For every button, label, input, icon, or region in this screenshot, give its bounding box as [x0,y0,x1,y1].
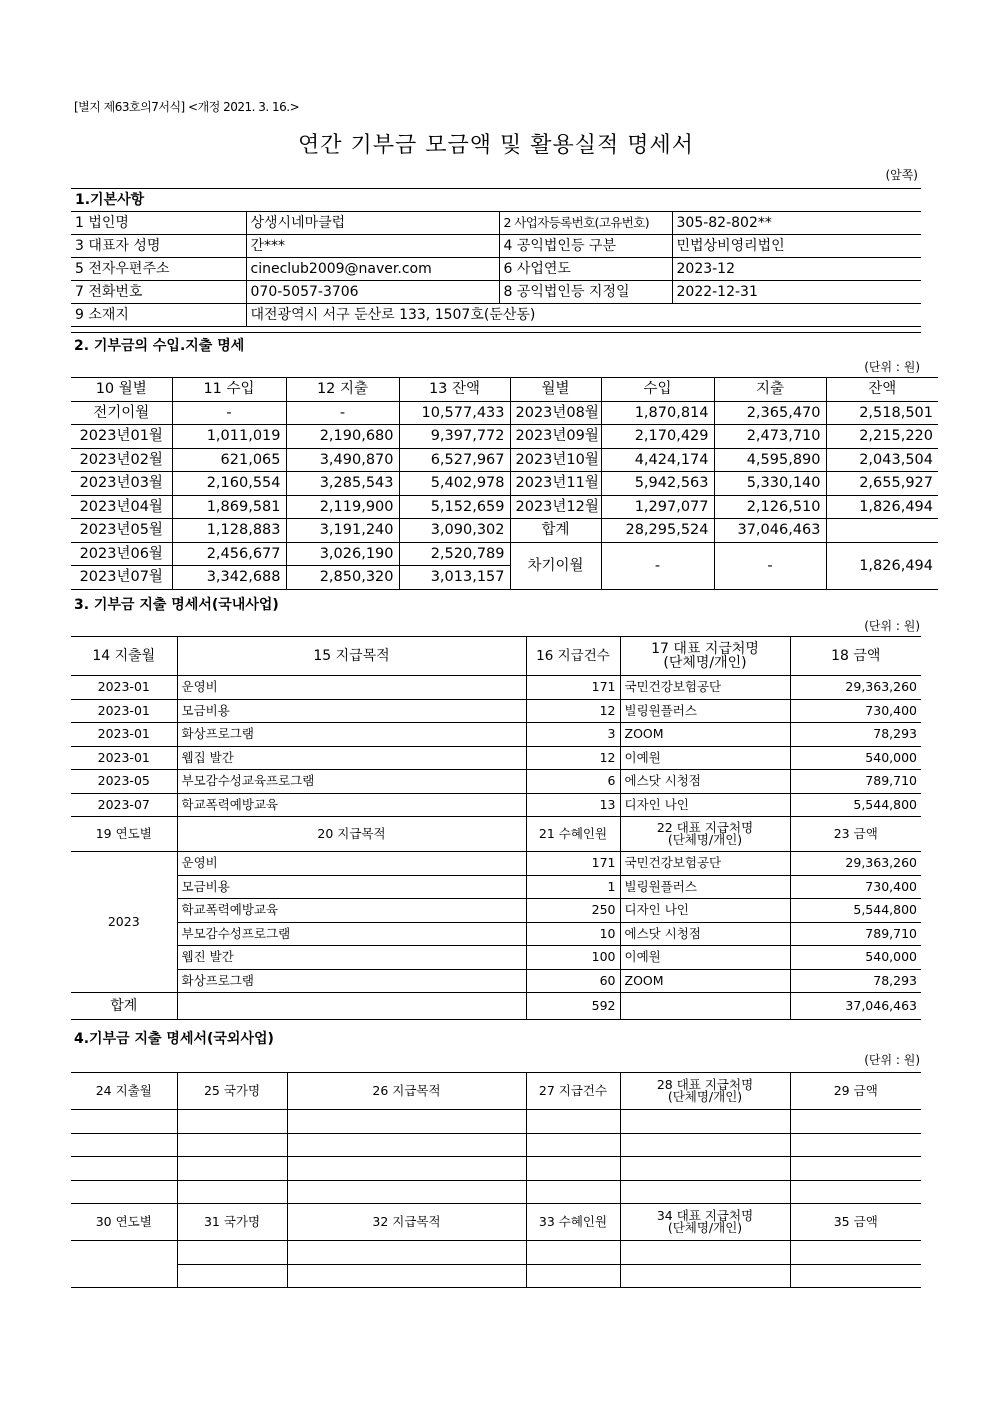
expense-cell: - [286,401,399,425]
count-cell: 3 [526,723,620,747]
domestic-expense-table [71,636,921,1020]
expense-cell: 3,191,240 [286,519,399,543]
beneficiaries-cell: 10 [526,922,620,946]
table-row [71,495,938,519]
balance-cell: 6,527,967 [399,448,510,472]
header-purpose: 15 지급목적 [177,637,526,676]
month-cell: 2023년09월 [510,425,601,449]
section-2-title: 2. 기부금의 수입.지출 명세 [74,338,245,354]
amount-cell: 29,363,260 [790,852,921,876]
section-1-title: 1.기본사항 [71,189,921,212]
table-row [71,1180,921,1204]
total-expense: 37,046,463 [714,519,826,543]
amount-cell: 5,544,800 [790,793,921,817]
value-address: 대전광역시 서구 둔산로 133, 1507호(둔산동) [246,304,921,327]
beneficiaries-cell: 60 [526,969,620,993]
divider [71,332,921,333]
table-row [71,946,921,970]
count-cell: 12 [526,746,620,770]
month-cell: 2023-05 [71,770,177,794]
total-row [71,993,921,1020]
header-payee-line2: (단체명/개인) [667,1089,743,1104]
balance-cell: 1,826,494 [826,495,938,519]
payee-cell: ZOOM [620,723,790,747]
header-payee-line2: (단체명/개인) [663,655,747,671]
purpose-cell: 학교폭력예방교육 [177,793,526,817]
income-cell: 1,869,581 [172,495,286,519]
total-beneficiaries: 592 [526,993,620,1020]
info-row [71,258,921,281]
income-cell: 1,870,814 [601,401,714,425]
amount-cell: 730,400 [790,699,921,723]
amount-cell: 730,400 [790,875,921,899]
header-row [71,637,921,676]
total-income: 28,295,524 [601,519,714,543]
header-count: 27 지급건수 [526,1073,620,1110]
amount-cell: 789,710 [790,770,921,794]
header-expense: 12 지출 [286,378,399,402]
purpose-cell: 웹집 발간 [177,746,526,770]
month-cell: 2023-01 [71,746,177,770]
balance-cell: 3,090,302 [399,519,510,543]
table-row [71,922,921,946]
total-label: 합계 [71,993,177,1020]
table-row [71,770,921,794]
expense-cell: 2,126,510 [714,495,826,519]
expense-cell: 3,026,190 [286,542,399,566]
month-cell: 2023년01월 [71,425,172,449]
purpose-cell: 화상프로그램 [177,723,526,747]
income-cell: - [172,401,286,425]
header-year: 30 연도별 [71,1204,177,1241]
header-yearly-amount: 35 금액 [790,1204,921,1241]
amount-cell: 29,363,260 [790,676,921,700]
amount-cell: 789,710 [790,922,921,946]
purpose-cell: 부모감수성프로그램 [177,922,526,946]
table-row [71,472,938,496]
table-row [71,723,921,747]
table-row [71,676,921,700]
balance-cell: 5,402,978 [399,472,510,496]
income-cell: 4,424,174 [601,448,714,472]
label-business-number: 2 사업자등록번호(고유번호) [499,212,672,235]
count-cell: 6 [526,770,620,794]
count-cell: 12 [526,699,620,723]
section-3-title: 3. 기부금 지출 명세서(국내사업) [74,597,279,613]
amount-cell: 78,293 [790,969,921,993]
income-cell: 621,065 [172,448,286,472]
payee-cell: 디자인 나인 [620,899,790,923]
balance-cell: 2,215,220 [826,425,938,449]
table-row [71,1241,921,1265]
month-cell: 2023년08월 [510,401,601,425]
table-row [71,875,921,899]
purpose-cell: 모금비용 [177,875,526,899]
header-yearly-payee-line1: 22 대표 지급처명 [656,820,754,835]
month-cell: 2023년04월 [71,495,172,519]
table-row [71,699,921,723]
total-label: 합계 [510,519,601,543]
month-cell: 2023년06월 [71,542,172,566]
header-yearly-country: 31 국가명 [177,1204,287,1241]
month-cell: 2023년05월 [71,519,172,543]
purpose-cell: 부모감수성교육프로그램 [177,770,526,794]
month-cell: 2023-01 [71,699,177,723]
balance-cell: 2,655,927 [826,472,938,496]
section-4-unit: (단위 : 원) [864,1053,920,1067]
payee-cell: 빌링원플러스 [620,699,790,723]
header-beneficiaries: 33 수혜인원 [526,1204,620,1241]
purpose-cell: 운영비 [177,852,526,876]
section-2-unit: (단위 : 원) [864,360,920,374]
value-corp-name: 상생시네마클럽 [246,212,499,235]
header-row [71,1073,921,1110]
income-expense-table [71,377,938,590]
total-payee-empty [620,993,790,1020]
income-cell: 1,011,019 [172,425,286,449]
income-cell: 2,170,429 [601,425,714,449]
purpose-cell: 학교폭력예방교육 [177,899,526,923]
balance-cell: 9,397,772 [399,425,510,449]
purpose-cell: 화상프로그램 [177,969,526,993]
header-yearly-purpose: 20 지급목적 [177,817,526,852]
expense-cell: 4,595,890 [714,448,826,472]
header-payee [620,637,790,676]
month-cell: 2023년10월 [510,448,601,472]
count-cell: 13 [526,793,620,817]
balance-cell: 3,013,157 [399,566,510,590]
header-balance-right: 잔액 [826,378,938,402]
income-cell: 1,128,883 [172,519,286,543]
table-row [71,899,921,923]
value-email: cineclub2009@naver.com [246,258,499,281]
label-fiscal-year: 6 사업연도 [499,258,672,281]
table-row [71,746,921,770]
header-payee-line1: 17 대표 지급처명 [651,641,759,657]
month-cell: 2023년11월 [510,472,601,496]
expense-cell: 5,330,140 [714,472,826,496]
balance-cell: 10,577,433 [399,401,510,425]
month-cell: 전기이월 [71,401,172,425]
year-cell: 2023 [71,852,177,993]
value-representative: 간*** [246,235,499,258]
header-yearly-purpose: 32 지급목적 [287,1204,526,1241]
income-cell: 3,342,688 [172,566,286,590]
header-amount: 29 금액 [790,1073,921,1110]
header-yearly-payee-line2: (단체명/개인) [667,832,743,847]
carry-forward-expense: - [714,542,826,589]
payee-cell: 에스닷 시청점 [620,922,790,946]
label-corp-type: 4 공익법인등 구분 [499,235,672,258]
total-balance [826,519,938,543]
expense-cell: 2,365,470 [714,401,826,425]
value-phone: 070-5057-3706 [246,281,499,304]
table-row [71,793,921,817]
overseas-expense-table [71,1072,921,1288]
month-cell: 2023-01 [71,676,177,700]
header-count: 16 지급건수 [526,637,620,676]
header-expense-right: 지출 [714,378,826,402]
purpose-cell: 모금비용 [177,699,526,723]
header-yearly-payee-line1: 34 대표 지급처명 [656,1208,754,1223]
yearly-header-row [71,817,921,852]
page-side-note: (앞쪽) [885,168,918,182]
payee-cell: 이예원 [620,746,790,770]
payee-cell: 빌링원플러스 [620,875,790,899]
form-reference: [별지 제63호의7서식] <개정 2021. 3. 16.> [74,100,300,114]
amount-cell: 540,000 [790,746,921,770]
header-expense-month: 24 지출월 [71,1073,177,1110]
amount-cell: 5,544,800 [790,899,921,923]
beneficiaries-cell: 171 [526,852,620,876]
payee-cell: ZOOM [620,969,790,993]
label-phone: 7 전화번호 [71,281,246,304]
payee-cell: 에스닷 시청점 [620,770,790,794]
table-row [71,448,938,472]
label-email: 5 전자우편주소 [71,258,246,281]
value-business-number: 305-82-802** [672,212,921,235]
header-month: 10 월별 [71,378,172,402]
month-cell: 2023년12월 [510,495,601,519]
info-row [71,212,921,235]
payee-cell: 국민건강보험공단 [620,852,790,876]
value-designation-date: 2022-12-31 [672,281,921,304]
header-beneficiaries: 21 수혜인원 [526,817,620,852]
table-row [71,1264,921,1288]
header-amount: 18 금액 [790,637,921,676]
header-income-right: 수입 [601,378,714,402]
table-row [71,542,938,566]
total-purpose-empty [177,993,526,1020]
table-row [71,1110,921,1134]
info-row [71,235,921,258]
carry-forward-label: 차기이월 [510,542,601,589]
info-row [71,281,921,304]
header-payee [620,1073,790,1110]
header-balance: 13 잔액 [399,378,510,402]
section-4-title: 4.기부금 지출 명세서(국외사업) [74,1031,274,1047]
header-yearly-amount: 23 금액 [790,817,921,852]
payee-cell: 이예원 [620,946,790,970]
expense-cell: 2,190,680 [286,425,399,449]
value-corp-type: 민법상비영리법인 [672,235,921,258]
expense-cell: 2,850,320 [286,566,399,590]
table-row [71,425,938,449]
label-designation-date: 8 공익법인등 지정일 [499,281,672,304]
balance-cell: 2,043,504 [826,448,938,472]
expense-cell: 3,490,870 [286,448,399,472]
value-fiscal-year: 2023-12 [672,258,921,281]
yearly-header-row [71,1204,921,1241]
month-cell: 2023년02월 [71,448,172,472]
month-cell: 2023년07월 [71,566,172,590]
income-cell: 2,160,554 [172,472,286,496]
document-title: 연간 기부금 모금액 및 활용실적 명세서 [298,133,694,158]
amount-cell: 540,000 [790,946,921,970]
month-cell: 2023년03월 [71,472,172,496]
expense-cell: 2,119,900 [286,495,399,519]
section-3-unit: (단위 : 원) [864,619,920,633]
payee-cell: 국민건강보험공단 [620,676,790,700]
balance-cell: 2,518,501 [826,401,938,425]
table-row [71,969,921,993]
count-cell: 171 [526,676,620,700]
table-row [71,401,938,425]
header-purpose: 26 지급목적 [287,1073,526,1110]
total-amount: 37,046,463 [790,993,921,1020]
beneficiaries-cell: 1 [526,875,620,899]
beneficiaries-cell: 100 [526,946,620,970]
income-cell: 2,456,677 [172,542,286,566]
header-payee-line1: 28 대표 지급처명 [656,1077,754,1092]
header-row [71,378,938,402]
amount-cell: 78,293 [790,723,921,747]
month-cell: 2023-01 [71,723,177,747]
header-year: 19 연도별 [71,817,177,852]
balance-cell: 2,520,789 [399,542,510,566]
income-cell: 5,942,563 [601,472,714,496]
carry-forward-balance: 1,826,494 [826,542,938,589]
table-row [71,1133,921,1157]
header-country: 25 국가명 [177,1073,287,1110]
header-yearly-payee-line2: (단체명/개인) [667,1220,743,1235]
month-cell: 2023-07 [71,793,177,817]
header-yearly-payee [620,817,790,852]
header-yearly-payee [620,1204,790,1241]
table-row [71,519,938,543]
table-row [71,1157,921,1181]
basic-info-table [71,188,921,327]
label-corp-name: 1 법인명 [71,212,246,235]
table-row [71,852,921,876]
purpose-cell: 웹진 발간 [177,946,526,970]
info-row [71,304,921,327]
label-address: 9 소재지 [71,304,246,327]
header-month-right: 월별 [510,378,601,402]
label-representative: 3 대표자 성명 [71,235,246,258]
header-expense-month: 14 지출월 [71,637,177,676]
expense-cell: 3,285,543 [286,472,399,496]
beneficiaries-cell: 250 [526,899,620,923]
header-income: 11 수입 [172,378,286,402]
purpose-cell: 운영비 [177,676,526,700]
payee-cell: 디자인 나인 [620,793,790,817]
income-cell: 1,297,077 [601,495,714,519]
carry-forward-income: - [601,542,714,589]
balance-cell: 5,152,659 [399,495,510,519]
expense-cell: 2,473,710 [714,425,826,449]
